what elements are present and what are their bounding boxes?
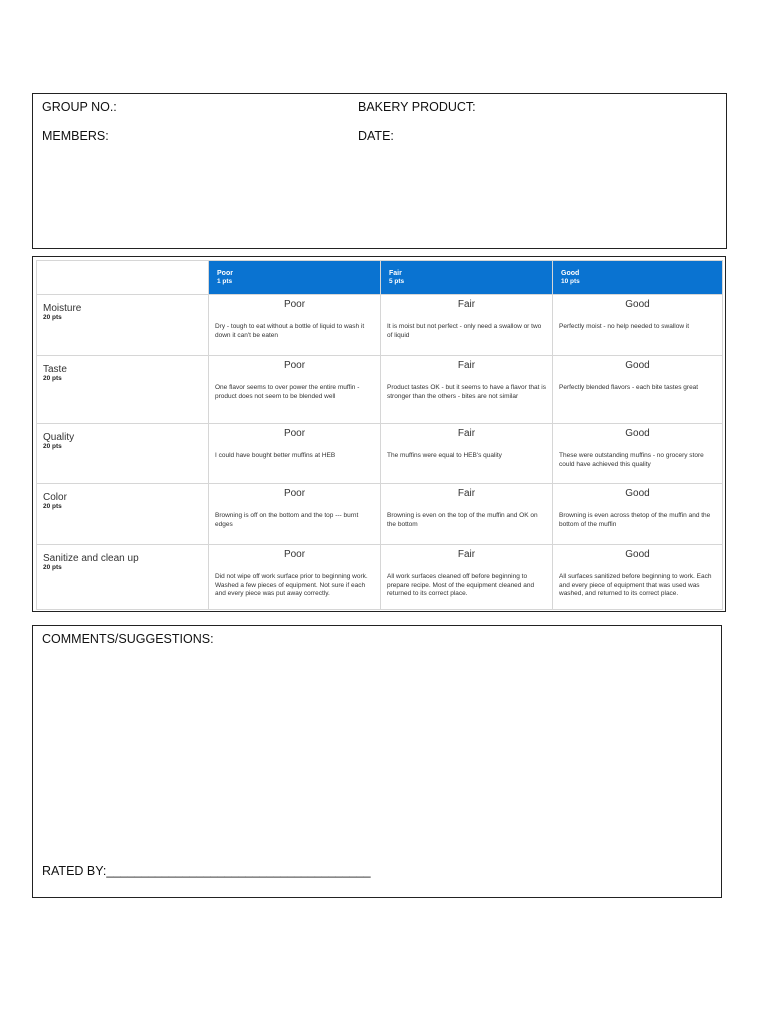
rating-cell-good bbox=[553, 295, 723, 356]
rubric-row-moisture bbox=[37, 295, 723, 356]
rating-title: Fair bbox=[457, 549, 476, 560]
rating-cell-poor bbox=[209, 295, 381, 356]
group-no-label: GROUP NO.: bbox=[42, 100, 117, 114]
criterion-cell bbox=[37, 356, 209, 424]
rating-cell-good bbox=[553, 424, 723, 484]
rubric-header-pts: 1 pts bbox=[217, 278, 233, 285]
rating-description: One flavor seems to over power the entire muffin - product does not seem to be blended well bbox=[215, 384, 360, 400]
comments-label: COMMENTS/SUGGESTIONS: bbox=[42, 632, 214, 646]
rating-title: Poor bbox=[283, 360, 306, 371]
rating-cell-good bbox=[553, 356, 723, 424]
rubric-header-pts: 5 pts bbox=[389, 278, 405, 285]
rating-description: Perfectly blended flavors - each bite tastes great bbox=[559, 384, 699, 391]
rating-description: Browning is even on the top of the muffin and OK on the bottom bbox=[387, 512, 538, 528]
rating-title: Poor bbox=[283, 299, 306, 310]
criterion-cell bbox=[37, 484, 209, 545]
rubric-header-good bbox=[553, 261, 723, 295]
comments-box bbox=[32, 625, 722, 898]
rating-title: Good bbox=[625, 299, 650, 310]
rating-description: Dry - tough to eat without a bottle of liquid to wash it down it can't be eaten bbox=[215, 323, 365, 339]
rubric-header-title: Good bbox=[561, 270, 580, 277]
rating-title: Poor bbox=[283, 428, 306, 439]
rating-cell-good bbox=[553, 484, 723, 545]
rating-title: Poor bbox=[283, 549, 306, 560]
criterion-name: Taste bbox=[43, 364, 67, 375]
date-label: DATE: bbox=[358, 129, 394, 143]
rating-description: Browning is even across thetop of the muffin and the bottom of the muffin bbox=[559, 512, 711, 528]
rating-title: Fair bbox=[457, 488, 476, 499]
criterion-cell bbox=[37, 545, 209, 610]
rating-cell-poor bbox=[209, 545, 381, 610]
rubric-header-blank bbox=[37, 261, 209, 295]
criterion-pts: 20 pts bbox=[43, 503, 62, 510]
rating-title: Poor bbox=[283, 488, 306, 499]
rubric-header-title: Poor bbox=[217, 270, 233, 277]
rating-description: All surfaces sanitized before beginning to work. Each and every piece of equipment that was used was washed, and returned to its correct place. bbox=[559, 573, 712, 597]
rating-title: Fair bbox=[457, 299, 476, 310]
criterion-name: Moisture bbox=[43, 303, 82, 314]
rubric-row-color bbox=[37, 484, 723, 545]
criterion-cell bbox=[37, 424, 209, 484]
rubric-row-sanitize bbox=[37, 545, 723, 610]
rating-cell-poor bbox=[209, 356, 381, 424]
rubric-header-row bbox=[37, 261, 723, 295]
criterion-name: Sanitize and clean up bbox=[43, 553, 139, 564]
rating-title: Good bbox=[625, 488, 650, 499]
rubric-header-title: Fair bbox=[389, 270, 402, 277]
rating-description: These were outstanding muffins - no grocery store could have achieved this quality bbox=[559, 452, 704, 468]
rubric-row-quality bbox=[37, 424, 723, 484]
rubric-header-pts: 10 pts bbox=[561, 278, 580, 285]
rating-description: I could have bought better muffins at HEB bbox=[215, 452, 336, 459]
rating-title: Fair bbox=[457, 428, 476, 439]
rubric-row-taste bbox=[37, 356, 723, 424]
rating-description: Product tastes OK - but it seems to have a flavor that is stronger than the others - bites are not similar bbox=[387, 384, 546, 400]
rating-description: It is moist but not perfect - only need a swallow or two of liquid bbox=[387, 323, 542, 339]
rating-description: Did not wipe off work surface prior to beginning work. Washed a few pieces of equipment. Not sure if each and every piece was put away correctly. bbox=[215, 573, 368, 597]
rating-title: Fair bbox=[457, 360, 476, 371]
rating-cell-fair bbox=[381, 484, 553, 545]
rating-description: Perfectly moist - no help needed to swallow it bbox=[559, 323, 690, 330]
criterion-pts: 20 pts bbox=[43, 443, 62, 450]
criterion-name: Quality bbox=[43, 432, 75, 443]
rating-cell-fair bbox=[381, 295, 553, 356]
rubric-header-fair bbox=[381, 261, 553, 295]
rubric-header-poor bbox=[209, 261, 381, 295]
rating-title: Good bbox=[625, 360, 650, 371]
group-info-box bbox=[32, 93, 727, 249]
rating-cell-fair bbox=[381, 545, 553, 610]
members-label: MEMBERS: bbox=[42, 129, 109, 143]
rubric-box bbox=[32, 256, 726, 612]
criterion-pts: 20 pts bbox=[43, 375, 62, 382]
rating-cell-fair bbox=[381, 424, 553, 484]
rating-cell-poor bbox=[209, 484, 381, 545]
rating-cell-good bbox=[553, 545, 723, 610]
rating-cell-poor bbox=[209, 424, 381, 484]
criterion-name: Color bbox=[43, 492, 67, 503]
rating-description: All work surfaces cleaned off before beginning to prepare recipe. Most of the equipment cleaned and returned to its correct place. bbox=[387, 573, 535, 597]
rating-description: The muffins were equal to HEB's quality bbox=[387, 452, 502, 459]
rating-description: Browning is off on the bottom and the top --- burnt edges bbox=[215, 512, 359, 528]
criterion-cell bbox=[37, 295, 209, 356]
criterion-pts: 20 pts bbox=[43, 564, 62, 571]
criterion-pts: 20 pts bbox=[43, 314, 62, 321]
rated-by-label: RATED BY:______________________________________ bbox=[42, 864, 371, 878]
rating-title: Good bbox=[625, 428, 650, 439]
rating-title: Good bbox=[625, 549, 650, 560]
bakery-product-label: BAKERY PRODUCT: bbox=[358, 100, 476, 114]
rubric-table bbox=[36, 260, 723, 610]
rating-cell-fair bbox=[381, 356, 553, 424]
